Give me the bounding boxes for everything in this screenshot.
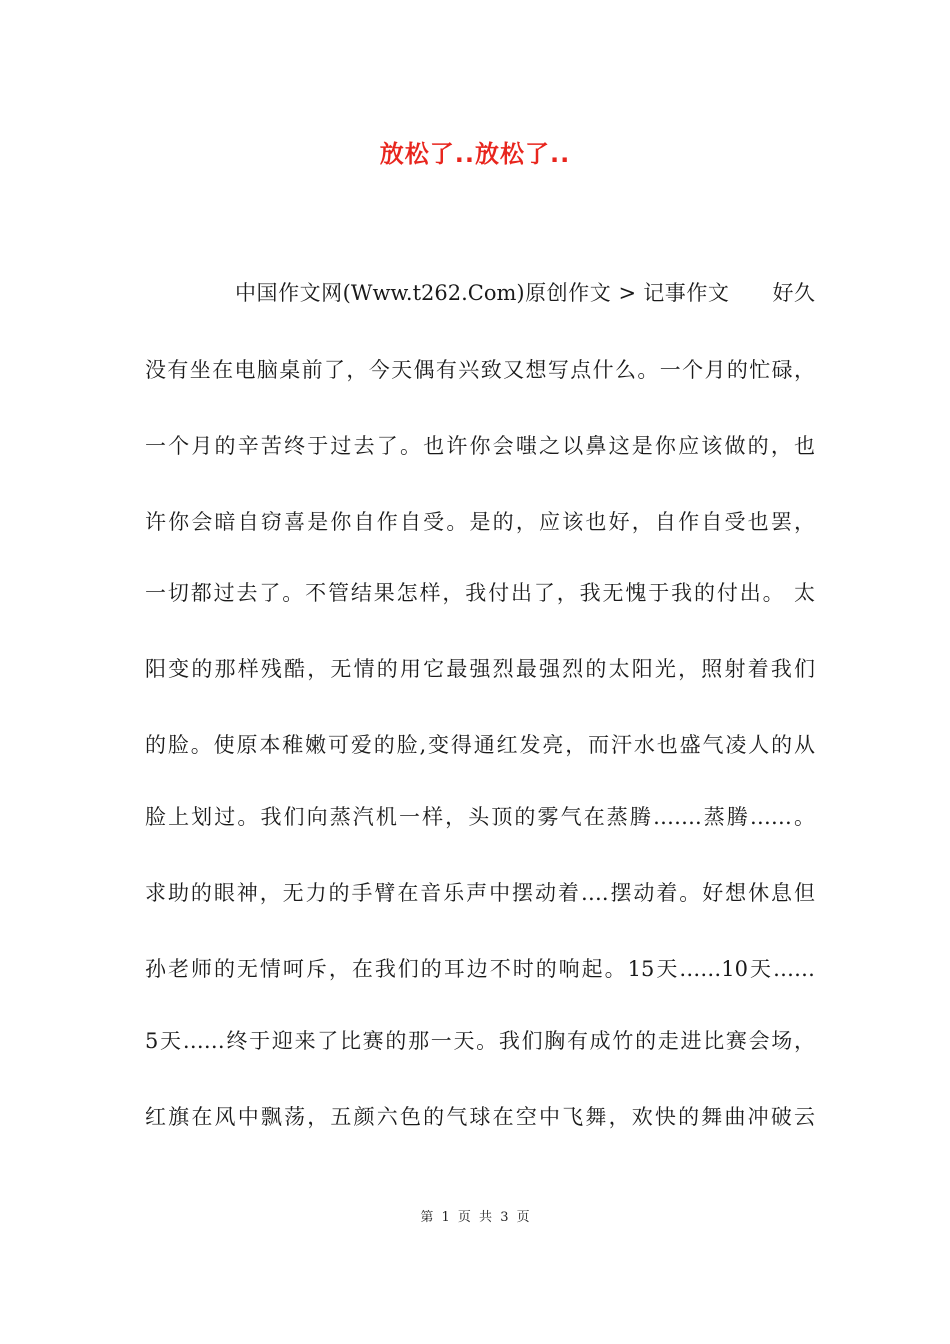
body-line: 阳变的那样残酷，无情的用它最强烈最强烈的太阳光，照射着我们 [145, 657, 815, 681]
page-number-footer: 第 1 页 共 3 页 [420, 1210, 530, 1225]
body-line: 5天……终于迎来了比赛的那一天。我们胸有成竹的走进比赛会场， [145, 1029, 815, 1053]
body-line: 中国作文网(Www.t262.Com)原创作文 > 记事作文 好久 [235, 281, 815, 305]
body-line: 一切都过去了。不管结果怎样，我付出了，我无愧于我的付出。 太 [145, 581, 815, 605]
body-line: 红旗在风中飘荡，五颜六色的气球在空中飞舞，欢快的舞曲冲破云 [145, 1105, 815, 1129]
body-line: 的脸。使原本稚嫩可爱的脸,变得通红发亮，而汗水也盛气凌人的从 [145, 733, 815, 757]
body-line: 求助的眼神，无力的手臂在音乐声中摆动着….摆动着。好想休息但 [145, 881, 815, 905]
body-line: 孙老师的无情呵斥，在我们的耳边不时的响起。15天……10天…… [145, 957, 815, 981]
document-body [145, 0, 815, 1200]
body-line: 脸上划过。我们向蒸汽机一样，头顶的雾气在蒸腾…….蒸腾……。 [145, 805, 815, 829]
body-line: 许你会暗自窃喜是你自作自受。是的，应该也好，自作自受也罢， [145, 510, 815, 534]
document-title: 放松了..放松了.. [379, 140, 571, 168]
body-line: 一个月的辛苦终于过去了。也许你会嗤之以鼻这是你应该做的，也 [145, 434, 815, 458]
body-line: 没有坐在电脑桌前了，今天偶有兴致又想写点什么。一个月的忙碌， [145, 358, 815, 382]
